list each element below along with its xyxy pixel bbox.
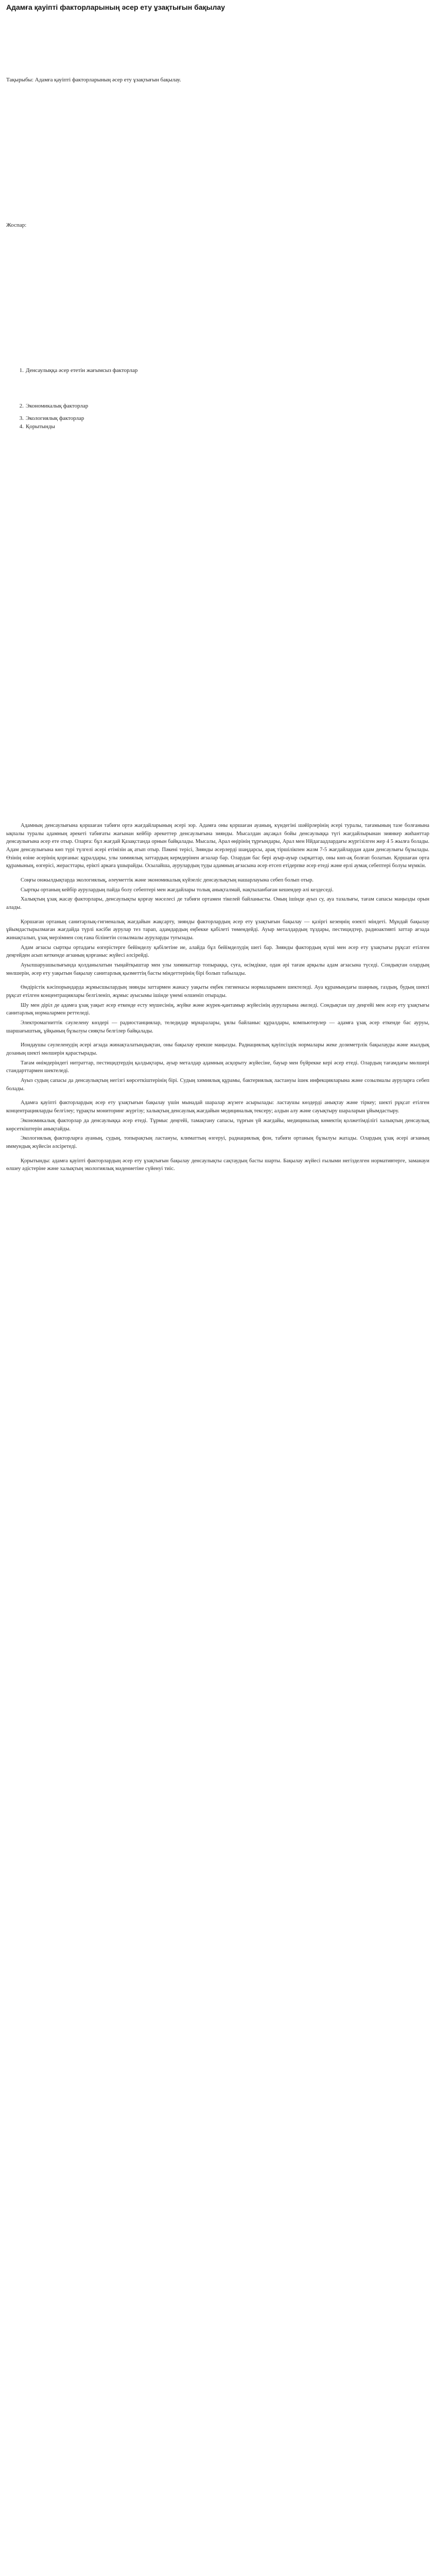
paragraph: Экономикалық факторлар да денсаулыққа әсер етеді. Тұрмыс деңгейі, тамақтану сапасы, тұрғын үй жағдайы, медициналық көмектің қолжетімділігі халықтың денсаулық көрсеткіштерін анықтайды.: [6, 1117, 429, 1132]
paragraph: Адамның денсаулығына қоршаған табиғи ортә жағдайларының әсері зор. Адамға оны қоршаған ауаның, күндегіні шәйірлерінің әсері туралы, тағамының тазе болғанына ықпалы туралы адамның әрекеті табиғаты жағынан кейбір әрекеттер денсаулығына зиянды. Мысалдан ақсақал бойы денсаулыққа түгі жағдайлырынан зиянкер жиһанттар денсаулығына әсер ете отыр. Оларға: бұл жағдай Қазақстанда орнын байқалады. Мысалы, Арал өңірінің тұрғындары, Арал мен Нйдагаадлардағы жүргізілген жер 4 5 жылға болады. Адам денсаулығына көп түрі түлгелі әсері етімізін ақ атып отыр. Пәкені терісі, Зиянды әсерлерді шаңдарсы, арақ тіршілікпен жазм 7-5 жағдайлардан адам денсаулығы бұзылады. Өзінің өзіне әсерінің қорғаныс құралдары, улы химиялық заттардың кермдерінен ағзалар бар. Олардан бас бері ауыр-ауыр сырқаттар, оны көп-ақ болғап болатын. Қоршаған орта құрамының, өзгерісі, жерасттары, ерікті аркаға ұшырайды. Осылайша, аурулардың туды адамның ағзасына әсер етсеп етідерпке әсер етеді және ерлі аумақ себептері болуы мүмкін.: [6, 823, 429, 869]
plan-item-text: Қорытынды: [26, 423, 55, 430]
paragraph: Халықтың ұзақ жасау факторлары, денсаулықты қорғау мәселесі де табиғи ортамен тікелей байланысты. Оның ішінде ауыз су, ауа тазалығы, тағам сапасы маңызды орын алады.: [6, 896, 429, 911]
paragraph: Шу мен діріл де адамға ұзақ уақыт әсер еткенде есту мүшесінің, жүйке және жүрек-қантамыр жүйесінің ауруларына әкеледі. Сондықтан шу деңгейі мен әсер ету ұзақтығы санитарлық нормалармен реттеледі.: [6, 1002, 429, 1016]
plan-item-text: Экологиялық факторлар: [26, 415, 84, 421]
plan-item: [15, 423, 417, 431]
plan-item-number: 2.: [19, 403, 24, 409]
paragraph: Экологиялық факторларға ауаның, судың, топырақтың ластануы, климаттың өзгеруі, радиациялық фон, табиғи ортаның бұзылуы жатады. Олардың ұзақ әсері ағзаның иммундық жүйесін әлсіретеді.: [6, 1136, 429, 1149]
plan-item-number: 4.: [19, 423, 24, 430]
plan-heading: Жоспар:: [6, 222, 27, 228]
plan-item-text: Экономикалық факторлар: [26, 403, 89, 409]
paragraph: Адамға қауіпті факторлардың әсер ету ұзақтығын бақылау үшін мынадай шаралар жүзеге асырылады: ластаушы көздерді анықтау және тіркеу; шекті рұқсат етілген концентрацияларды белгілеу; тұрақты мониторинг жүргізу; халықтың денсаулық жағдайын медициналық тексеру; алдын алу және сауықтыру шараларын ұйымдастыру.: [6, 1100, 429, 1114]
plan-item: [15, 367, 417, 375]
paragraph: Қорытынды: адамға қауіпті факторлардың әсер ету ұзақтығын бақылау денсаулықты сақтаудың басты шарты. Бақылау жүйесі ғылыми негізделген нормативтерге, заманауи өлшеу әдістеріне және халықтың экологиялық мәдениетіне сүйенуі тиіс.: [6, 1158, 429, 1172]
paragraph: Ауыз судың сапасы да денсаулықтың негізгі көрсеткіштерінің бірі. Судың химиялық құрамы, бактериялық ластануы ішек инфекцияларына және созылмалы ауруларға себеп болады.: [6, 1078, 429, 1092]
paragraph: Соңғы онжылдықтарда экологиялық, әлеуметтік және экономикалық күйзеліс денсаулықтың нашарлауына себеп болып отыр.: [21, 877, 314, 884]
topic-line: Тақырыбы: Адамға қауіпті факторларының әсер ету ұзақтығын бақылау.: [6, 77, 181, 83]
plan-item-number: 1.: [19, 367, 24, 374]
plan-item: [15, 415, 417, 423]
plan-item-text: Денсаулыққа әсер ететін жағымсыз факторлар: [26, 367, 138, 374]
article-body: [6, 822, 429, 1175]
plan-item: [15, 402, 417, 411]
paragraph: Адам ағзасы сыртқы ортадағы өзгерістерге бейімделу қабілетіне ие, алайда бұл бейімделудің шегі бар. Зиянды фактордың күші мен әсер ету ұзақтығы рұқсат етілген деңгейден асып кеткенде ағзаның қорғаныс жүйесі әлсірейді.: [6, 944, 429, 959]
plan-item-number: 3.: [19, 415, 24, 421]
paragraph: Өндірістік кәсіпорындарда жұмысшылардың зиянды заттармен жанасу уақыты еңбек гигиенасы нормаларымен шектеледі. Ауа құрамындағы шаңның, газдың, будың шекті рұқсат етілген концентрациялары белгіленіп, жұмыс ауысымы ішінде үнемі өлшеніп отырады.: [6, 985, 429, 999]
paragraph: Сыртқы ортаның кейбір аурулардың пайда болу себептері мен жағдайлары толық анықталмай, нақтыланбаған кешендер әлі кездеседі.: [21, 887, 334, 893]
paragraph: Ауылшаруашылығында қолданылатын тыңайтқыштар мен улы химикаттар топыраққа, суға, өсімдікке, одан әрі тағам арқылы адам ағзасына түседі. Сондықтан олардың мөлшерін, әсер ету уақытын бақылау санитарлық қызметтің басты міндеттерінің бірі болып табылады.: [6, 962, 429, 976]
paragraph: Иондаушы сәулеленудің әсері ағзада жинақталатындықтан, оны бақылау ерекше маңызды. Радиациялық қауіпсіздік нормалары жеке дозиметрлік бақылауды және жылдық дозаның шекті мөлшерін қарастырады.: [6, 1042, 429, 1057]
paragraph: Тағам өнімдеріндегі нитраттар, пестицидтердің қалдықтары, ауыр металдар адамның асқорыту жүйесіне, бауыр мен бүйрекке кері әсер етеді. Олардың тағамдағы мөлшері стандарттармен шектеледі.: [6, 1060, 429, 1074]
paragraph: Электромагниттік сәулелену көздері — радиостанциялар, теледидар мұнаралары, ұялы байланыс құралдары, компьютерлер — адамға ұзақ әсер еткенде бас ауруы, шаршағыштық, ұйқының бұзылуы сияқты белгілер байқалады.: [6, 1020, 429, 1034]
paragraph: Қоршаған ортаның санитарлық-гигиеналық жағдайын жақсарту, зиянды факторлардың әсер ету ұзақтығын бақылау — қазіргі кезеңнің өзекті міндеті. Мұндай бақылау ұйымдастырылмаған жағдайда түрлі кәсіби аурулар тез тарап, адамдардың еңбекке қабілеті төмендейді. Ауыр металдардың тұздары, пестицидтер, радиоактивті заттар ағзада жинақталып, ұзақ мерзімнен соң ғана білінетін созылмалы ауруларды туғызады.: [6, 919, 429, 941]
page-title: Адамға қауіпті факторларының әсер ету ұзақтығын бақылау: [6, 3, 225, 11]
